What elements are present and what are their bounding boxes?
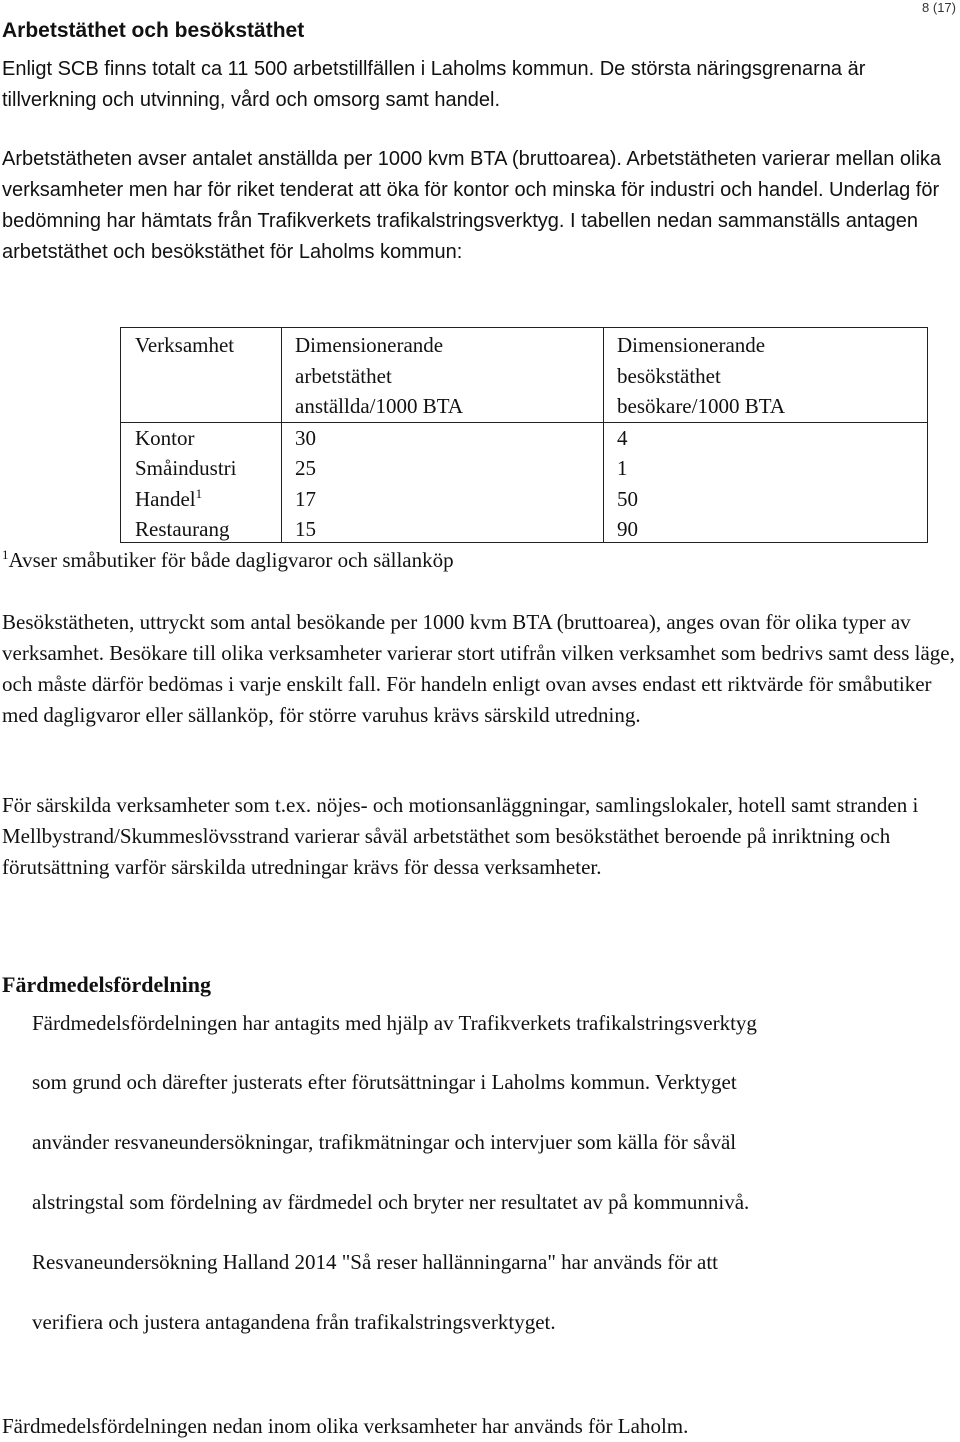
table-row-work: 15 xyxy=(295,517,316,541)
table-footnote xyxy=(2,545,454,576)
table-header-work-1: Dimensionerande xyxy=(295,333,444,357)
paragraph-besokstathet: Besökstätheten, uttryckt som antal besökande per 1000 kvm BTA (bruttoarea), anges ovan för olika typer av verksamhet. Besökare till olika verksamheter varierar stort utifrån vilken verksamhet som bedrivs samt dess läge, och måste därför bedömas i varje enskilt fall. För handeln enligt ovan avses endast ett riktvärde för småbutiker med dagligvaror eller sällanköp, för större varuhus krävs särskild utredning. xyxy=(2,610,955,727)
section-heading-fardmedel: Färdmedelsfördelning xyxy=(2,972,211,997)
table-row-name-handel xyxy=(135,484,202,515)
table-row-visit: 50 xyxy=(617,487,638,511)
table-row-name: Kontor xyxy=(135,426,195,450)
table-header-visit-3: besökare/1000 BTA xyxy=(617,394,786,418)
paragraph-sarskilda: För särskilda verksamheter som t.ex. nöjes- och motionsanläggningar, samlingslokaler, hotell samt stranden i Mellbystrand/Skummeslövsstrand varierar såväl arbetstäthet som besökstäthet beroende på inriktning och förutsättning varför särskilda utredningar krävs för dessa verksamheter. xyxy=(2,793,919,879)
table-header-divider xyxy=(121,422,927,423)
table-header-work-3: anställda/1000 BTA xyxy=(295,394,464,418)
fardmedel-line: verifiera och justera antagandena från trafikalstringsverktyget. xyxy=(32,1310,556,1334)
fardmedel-last-line: Färdmedelsfördelningen nedan inom olika verksamheter har används för Laholm. xyxy=(2,1414,689,1438)
table-row-name: Restaurang xyxy=(135,517,230,541)
footnote-mark: 1 xyxy=(2,547,9,562)
table-header-visit-1: Dimensionerande xyxy=(617,333,766,357)
table-row-visit: 4 xyxy=(617,426,628,450)
table-row-visit: 1 xyxy=(617,456,628,480)
fardmedel-line: som grund och därefter justerats efter förutsättningar i Laholms kommun. Verktyget xyxy=(32,1070,737,1094)
table-header-verksamhet: Verksamhet xyxy=(135,333,235,357)
paragraph-arbetstathet: Arbetstätheten avser antalet anställda per 1000 kvm BTA (bruttoarea). Arbetstätheten varierar mellan olika verksamheter men har för riket tenderat att öka för kontor och minska för industri och handel. Underlag för bedömning har hämtats från Trafikverkets trafikalstringsverktyg. I tabellen nedan sammanställs antagen arbetstäthet och besökstäthet för Laholms kommun: xyxy=(2,148,942,263)
fardmedel-line: alstringstal som fördelning av färdmedel och bryter ner resultatet av på kommunnivå. xyxy=(32,1190,750,1214)
table-row-work: 17 xyxy=(295,487,316,511)
table-row-name: Småindustri xyxy=(135,456,237,480)
table-header-work-2: arbetstäthet xyxy=(295,364,392,388)
paragraph-intro: Enligt SCB finns totalt ca 11 500 arbetstillfällen i Laholms kommun. De största näringsgrenarna är tillverkning och utvinning, vård och omsorg samt handel. xyxy=(2,58,866,111)
fardmedel-line: Resvaneundersökning Halland 2014 "Så reser hallänningarna" har används för att xyxy=(32,1250,719,1274)
table-header-visit-2: besökstäthet xyxy=(617,364,721,388)
table-divider xyxy=(281,328,282,542)
table-row-work: 25 xyxy=(295,456,316,480)
table-row-visit: 90 xyxy=(617,517,638,541)
table-row-work: 30 xyxy=(295,426,316,450)
density-table xyxy=(120,327,928,543)
fardmedel-line: Färdmedelsfördelningen har antagits med hjälp av Trafikverkets trafikalstringsverktyg xyxy=(32,1011,757,1035)
page-number: 8 (17) xyxy=(922,0,956,15)
footnote-reference: 1 xyxy=(195,486,203,501)
fardmedel-line: använder resvaneundersökningar, trafikmätningar och intervjuer som källa för såväl xyxy=(32,1130,737,1154)
footnote-text: Avser småbutiker för både dagligvaror och sällanköp xyxy=(8,548,454,572)
table-row-name: Handel xyxy=(135,487,196,511)
table-divider xyxy=(603,328,604,542)
section-heading-arbetstathet: Arbetstäthet och besökstäthet xyxy=(2,19,305,42)
